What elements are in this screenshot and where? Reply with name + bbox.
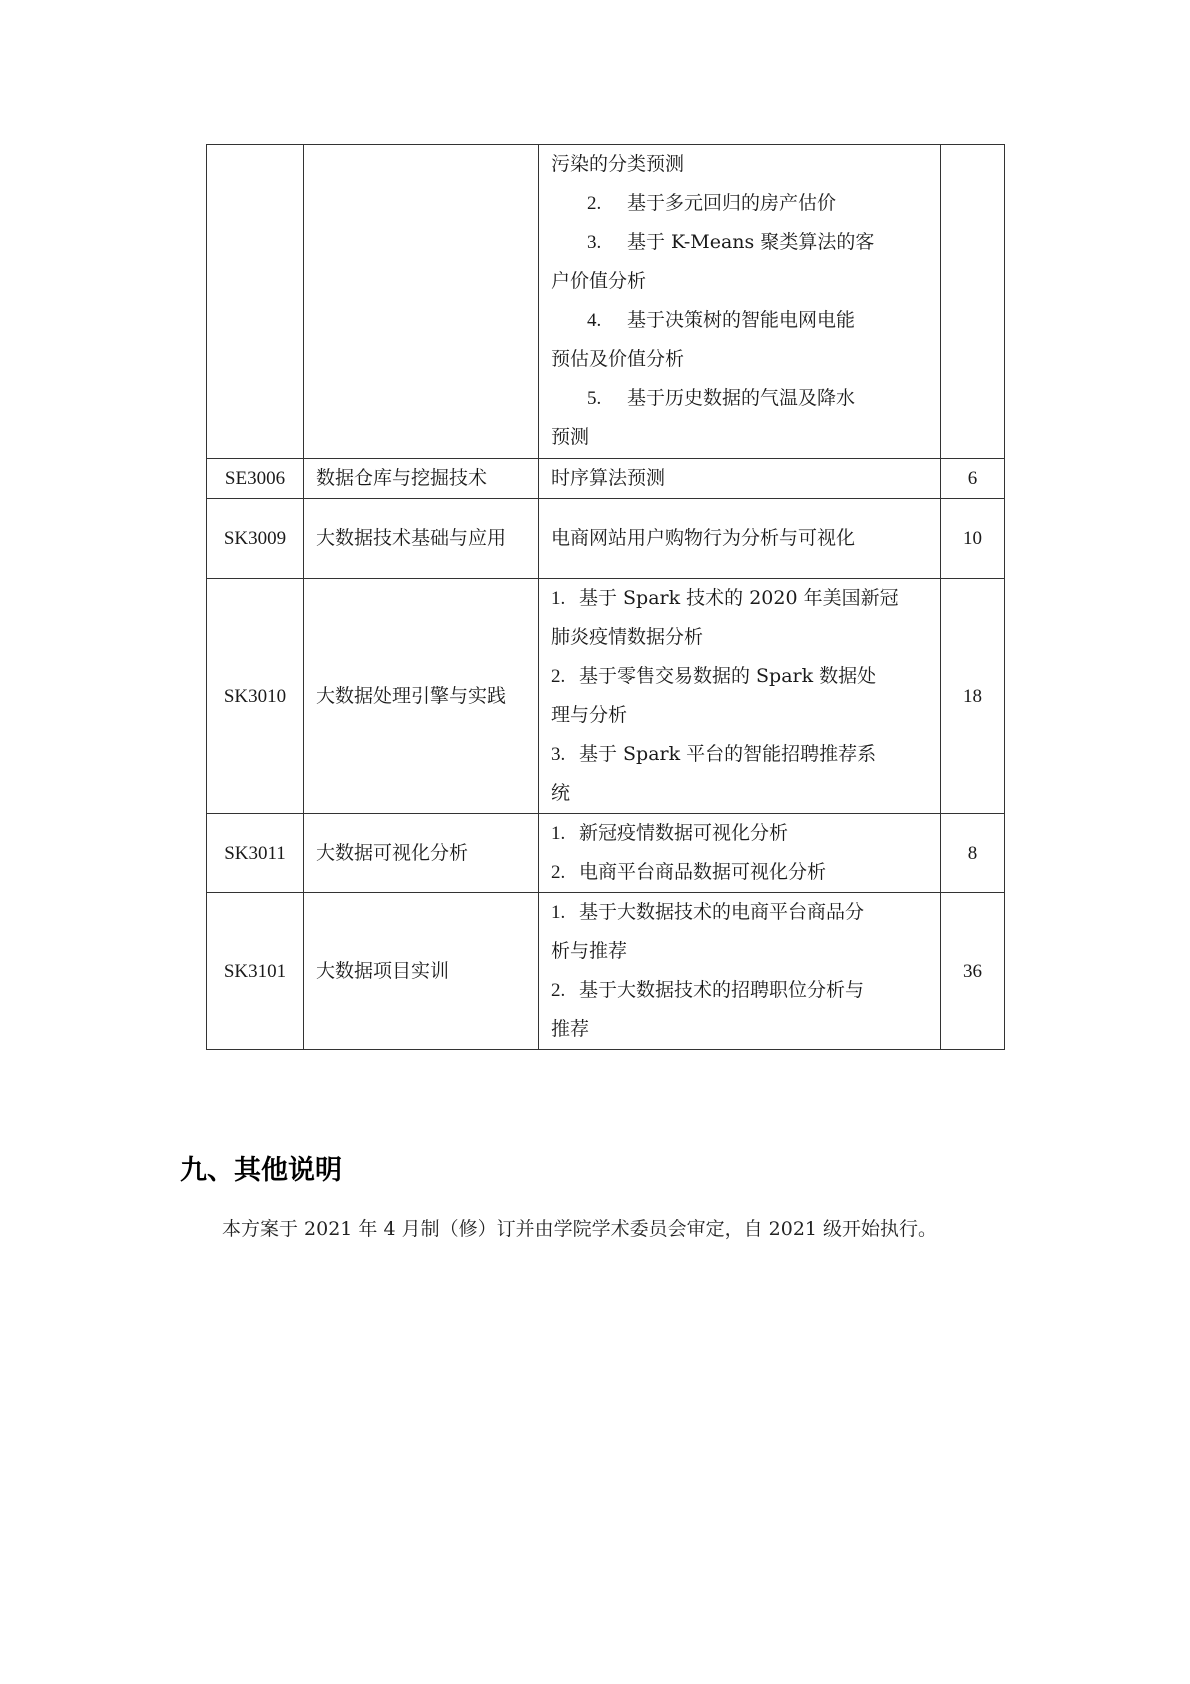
- project-line: 2. 基于大数据技术的招聘职位分析与: [551, 979, 865, 1001]
- project-cell: [539, 459, 941, 499]
- project-line: 理与分析: [551, 704, 628, 726]
- project-cell: [539, 499, 941, 579]
- project-line: 电商网站用户购物行为分析与可视化: [551, 527, 856, 549]
- hours-cell: [941, 145, 1005, 459]
- project-line: 4. 基于决策树的智能电网电能: [587, 309, 856, 331]
- project-line: 预测: [551, 426, 590, 448]
- project-cell: [539, 893, 941, 1050]
- hours-cell: 18: [941, 579, 1005, 814]
- project-line: 析与推荐: [551, 940, 628, 962]
- project-cell: [539, 814, 941, 893]
- project-line: 时序算法预测: [551, 467, 666, 489]
- hours-cell: 8: [941, 814, 1005, 893]
- course-project-table: [206, 144, 1005, 1050]
- section-heading: 九、其他说明: [180, 1155, 342, 1186]
- course-code-cell: SK3101: [207, 893, 304, 1050]
- project-line: 1. 基于 Spark 技术的 2020 年美国新冠: [551, 587, 899, 609]
- table-row: [207, 579, 1005, 814]
- project-line: 5. 基于历史数据的气温及降水: [587, 387, 856, 409]
- course-code-cell: SK3011: [207, 814, 304, 893]
- hours-cell: 36: [941, 893, 1005, 1050]
- project-line: 肺炎疫情数据分析: [551, 626, 704, 648]
- section-paragraph: 本方案于 2021 年 4 月制（修）订并由学院学术委员会审定，自 2021 级开始执行。: [222, 1218, 938, 1240]
- course-name-cell: 大数据技术基础与应用: [304, 499, 539, 579]
- project-line: 3. 基于 K-Means 聚类算法的客: [587, 231, 875, 253]
- table-row: [207, 814, 1005, 893]
- project-cell: [539, 145, 941, 459]
- table-row: [207, 459, 1005, 499]
- project-line: 1. 新冠疫情数据可视化分析: [551, 822, 789, 844]
- hours-cell: 10: [941, 499, 1005, 579]
- course-code-cell: SK3010: [207, 579, 304, 814]
- project-line: 推荐: [551, 1018, 590, 1040]
- project-line: 统: [551, 782, 571, 804]
- table-row: [207, 145, 1005, 459]
- project-line: 户价值分析: [551, 270, 647, 292]
- course-code-cell: [207, 145, 304, 459]
- project-line: 预估及价值分析: [551, 348, 685, 370]
- course-name-cell: 大数据处理引擎与实践: [304, 579, 539, 814]
- project-line: 3. 基于 Spark 平台的智能招聘推荐系: [551, 743, 877, 765]
- project-line: 2. 电商平台商品数据可视化分析: [551, 861, 827, 883]
- table-row: [207, 893, 1005, 1050]
- project-line: 2. 基于多元回归的房产估价: [587, 192, 837, 214]
- course-code-cell: SK3009: [207, 499, 304, 579]
- course-name-cell: [304, 145, 539, 459]
- hours-cell: 6: [941, 459, 1005, 499]
- course-name-cell: 数据仓库与挖掘技术: [304, 459, 539, 499]
- project-line: 2. 基于零售交易数据的 Spark 数据处: [551, 665, 877, 687]
- course-name-cell: 大数据可视化分析: [304, 814, 539, 893]
- project-cell: [539, 579, 941, 814]
- course-name-cell: 大数据项目实训: [304, 893, 539, 1050]
- project-line: 1. 基于大数据技术的电商平台商品分: [551, 901, 865, 923]
- project-line: 污染的分类预测: [551, 153, 685, 175]
- table-row: [207, 499, 1005, 579]
- course-code-cell: SE3006: [207, 459, 304, 499]
